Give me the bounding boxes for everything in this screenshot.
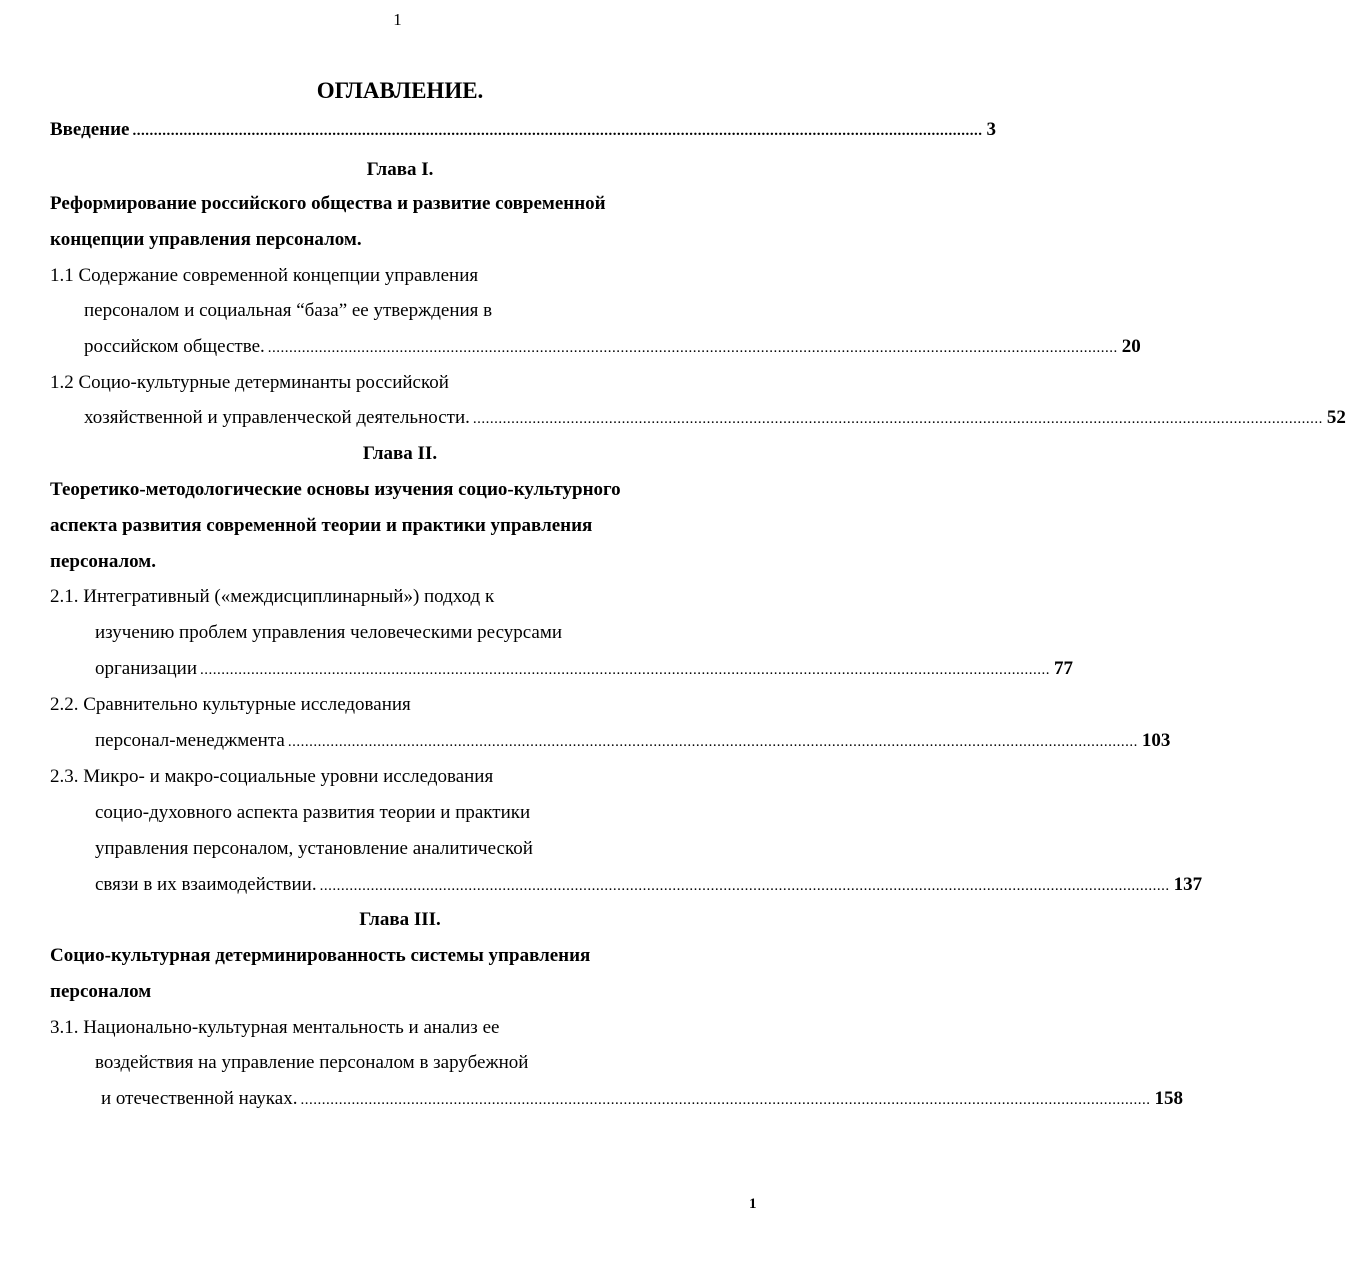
toc-entry-label: связи в их взаимодействии. — [95, 874, 317, 895]
toc-page-number: 103 — [1141, 730, 1171, 751]
chapter-3-title-line: Социо-культурная детерминированность системы управления — [50, 945, 591, 966]
section-1-1-line: 1.1 Содержание современной концепции управления — [50, 265, 479, 286]
section-2-3-line: социо-духовного аспекта развития теории и практики — [95, 802, 531, 823]
page-number-bottom: 1 — [749, 1196, 757, 1212]
section-2-3-line: управления персоналом, установление аналитической — [95, 838, 533, 859]
toc-title: ОГЛАВЛЕНИЕ. — [316, 78, 484, 103]
chapter-2-title-line: персоналом. — [50, 551, 156, 572]
chapter-3-title-line: персоналом — [50, 981, 152, 1002]
toc-entry-label: персонал-менеджмента — [95, 730, 285, 751]
chapter-1-title-line: концепции управления персоналом. — [50, 229, 362, 250]
toc-entry-2-1[interactable] — [95, 658, 1074, 680]
toc-entry-3-1[interactable] — [101, 1088, 1183, 1110]
toc-entry-label: и отечественной науках. — [101, 1088, 298, 1109]
chapter-1-heading: Глава I. — [366, 159, 434, 180]
toc-entry-1-2[interactable] — [84, 407, 1346, 429]
toc-page-number: 158 — [1154, 1088, 1183, 1109]
chapter-2-heading: Глава II. — [362, 443, 438, 464]
toc-entry-2-2[interactable] — [95, 730, 1171, 752]
leader-dots: ........................................................................................................................................................................................................ — [319, 878, 1170, 894]
section-2-1-line: изучению проблем управления человеческими ресурсами — [95, 622, 563, 643]
toc-entry-intro[interactable] — [50, 119, 996, 141]
section-1-2-line: 1.2 Социо-культурные детерминанты российской — [50, 372, 449, 393]
leader-dots: ........................................................................................................................................................................................................ — [287, 734, 1138, 750]
section-2-1-line: 2.1. Интегративный («междисциплинарный») подход к — [50, 586, 495, 607]
page-number-top: 1 — [393, 10, 402, 29]
toc-entry-1-1[interactable] — [84, 336, 1141, 358]
chapter-1-title-line: Реформирование российского общества и развитие современной — [50, 193, 606, 214]
leader-dots: ........................................................................................................................................................................................................ — [300, 1092, 1151, 1108]
toc-page-number: 20 — [1121, 336, 1141, 357]
chapter-2-title-line: аспекта развития современной теории и практики управления — [50, 515, 593, 536]
chapter-2-title-line: Теоретико-методологические основы изучения социо-культурного — [50, 479, 621, 500]
toc-entry-label: Введение — [50, 119, 130, 140]
toc-entry-2-3[interactable] — [95, 874, 1203, 896]
toc-page-number: 137 — [1173, 874, 1203, 895]
leader-dots: ........................................................................................................................................................................................................ — [132, 123, 983, 139]
leader-dots: ........................................................................................................................................................................................................ — [472, 411, 1323, 427]
toc-entry-label: хозяйственной и управленческой деятельности. — [84, 407, 470, 428]
section-2-3-line: 2.3. Микро- и макро-социальные уровни исследования — [50, 766, 494, 787]
leader-dots: ........................................................................................................................................................................................................ — [267, 340, 1118, 356]
toc-page-number: 52 — [1326, 407, 1346, 428]
toc-entry-label: российском обществе. — [84, 336, 265, 357]
section-3-1-line: воздействия на управление персоналом в зарубежной — [95, 1052, 529, 1073]
section-1-1-line: персоналом и социальная “база” ее утверждения в — [84, 300, 493, 321]
section-2-2-line: 2.2. Сравнительно культурные исследования — [50, 694, 411, 715]
section-3-1-line: 3.1. Национально-культурная ментальность и анализ ее — [50, 1017, 500, 1038]
leader-dots: ........................................................................................................................................................................................................ — [200, 662, 1051, 678]
chapter-3-heading: Глава III. — [359, 909, 441, 930]
toc-page-number: 77 — [1054, 658, 1074, 679]
toc-page-number: 3 — [986, 119, 996, 140]
toc-entry-label: организации — [95, 658, 198, 679]
